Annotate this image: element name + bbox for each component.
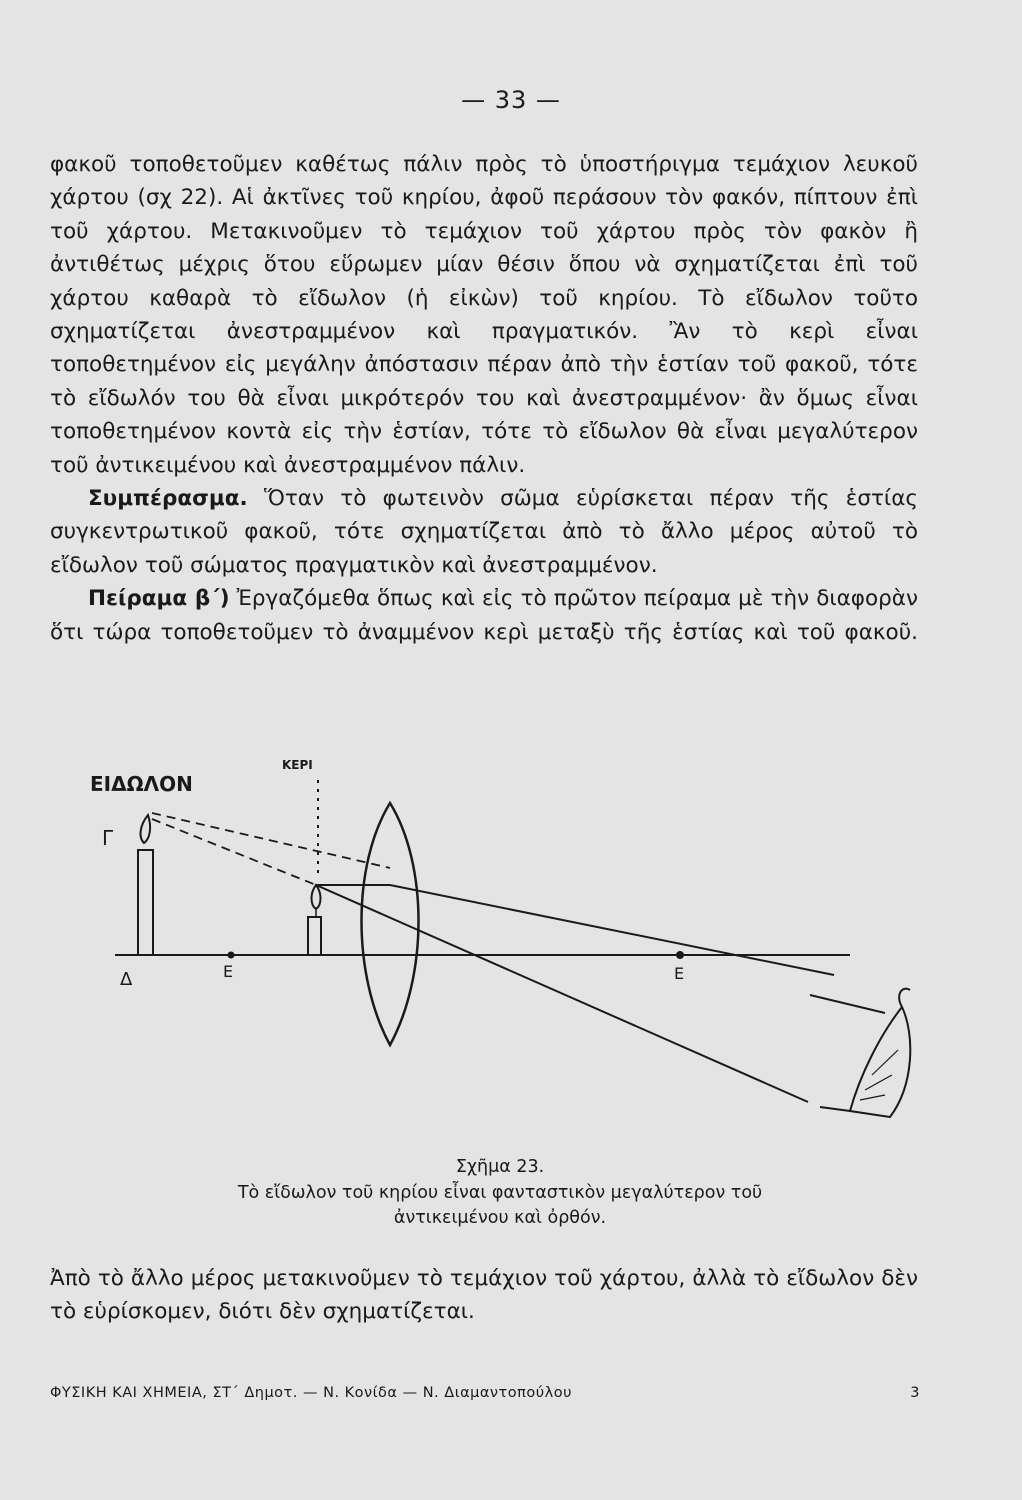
conclusion-heading: Συμπέρασμα. [88,486,248,512]
convex-lens [362,803,419,1045]
lens-diagram [90,745,920,1145]
ray-refracted-focus [390,885,834,975]
body-text-bottom [50,1262,918,1362]
paragraph-3 [50,582,918,649]
experiment-b-heading: Πείραμα β΄) [88,586,230,612]
continued-text-window [50,1262,918,1329]
paragraph-1: φακοῦ τοποθετοῦμεν καθέτως πάλιν πρὸς τὸ ὑποστήριγμα τεμάχιον λευκοῦ χάρτου (σχ 22). Αἱ ἀκτῖνες τοῦ κηρίου, ἀφοῦ περάσουν τὸν φακόν, πίπτουν ἐπὶ τοῦ χάρτου. Μετακινοῦμεν τὸ τεμάχιον τοῦ χάρτου πρὸς τὸν φακὸν ἢ ἀντιθέτως μέχρις ὅτου εὕρωμεν μίαν θέσιν ὅπου νὰ σχηματίζεται ἐπὶ τοῦ χάρτου καθαρὰ τὸ εἴδωλον (ἡ εἰκὼν) τοῦ κηρίου. Τὸ εἴδωλον τοῦτο σχηματίζεται ἀνεστραμμένον καὶ πραγματικόν. Ἂν τὸ κερὶ εἶναι τοποθετημένον εἰς μεγάλην ἀπόστασιν πέραν ἀπὸ τὴν ἑστίαν τοῦ φακοῦ, τότε τὸ εἴδωλόν του θὰ εἶναι μικρότερόν του καὶ ἀνεστραμμένον· ἂν ὅμως εἶναι τοποθετημένον κοντὰ εἰς τὴν ἑστίαν, τότε τὸ εἴδωλον θὰ εἶναι μεγαλύτερον τοῦ ἀντικειμένου καὶ ἀνεστραμμένον πάλιν. [50,152,918,478]
virtual-ray-2 [152,819,316,885]
caption-title: Σχῆμα 23. [455,1157,545,1177]
caption-text: Τὸ εἴδωλον τοῦ κηρίου εἶναι φανταστικὸν μεγαλύτερον τοῦ ἀντικειμένου καὶ ὀρθόν. [237,1182,763,1228]
label-focus-left: Ε [223,962,234,981]
conclusion-text: Ὅταν τὸ φωτεινὸν σῶμα εὑρίσκεται πέραν τῆς ἑστίας συγκεντρωτικοῦ φακοῦ, τότε σχηματίζεται ἀπὸ τὸ ἄλλο μέρος αὐτοῦ τὸ εἴδωλον τοῦ σώματος πραγματικὸν καὶ ἀνεστραμμένον. [50,486,918,578]
paragraph-2 [50,482,918,582]
experiment-b-text: Ἐργαζόμεθα ὅπως καὶ εἰς τὸ πρῶτον πείραμα μὲ τὴν διαφορὰν ὅτι τώρα τοποθετοῦμεν τὸ ἀναμμένον κερὶ μεταξὺ τῆς ἑστίας καὶ τοῦ φακοῦ. [50,586,918,645]
candle-flame [312,885,321,909]
label-focus-right: Ε [674,964,685,983]
paragraph-3-continued [50,1262,918,1362]
figure-caption [0,1155,1000,1232]
label-gamma: Γ [102,826,114,850]
focal-point-left [228,952,235,959]
page-footer [50,1385,920,1401]
label-image: ΕΙΔΩΛΟΝ [90,772,193,796]
body-text-top [50,148,918,649]
label-delta: Δ [120,969,133,990]
focal-point-right [676,951,684,959]
candle [308,917,321,955]
footer-book-title: ΦΥΣΙΚΗ ΚΑΙ ΧΗΜΕΙΑ, ΣΤ΄ Δημοτ. — Ν. Κονίδα — Ν. Διαμαντοπούλου [50,1385,572,1401]
footer-sheet-number: 3 [910,1385,920,1401]
page-number: — 33 — [461,86,561,114]
virtual-image-candle [138,850,153,955]
experiment-b-text-continued: Ἀπὸ τὸ ἄλλο μέρος μετακινοῦμεν τὸ τεμάχιον τοῦ χάρτου, ἀλλὰ τὸ εἴδωλον δὲν τὸ εὑρίσκομεν, διότι δὲν σχηματίζεται. [50,1265,918,1325]
label-candle: ΚΕΡΙ [282,758,313,772]
virtual-ray-1 [152,813,390,868]
virtual-image-flame [141,815,151,843]
ray-through-centre [316,885,808,1102]
